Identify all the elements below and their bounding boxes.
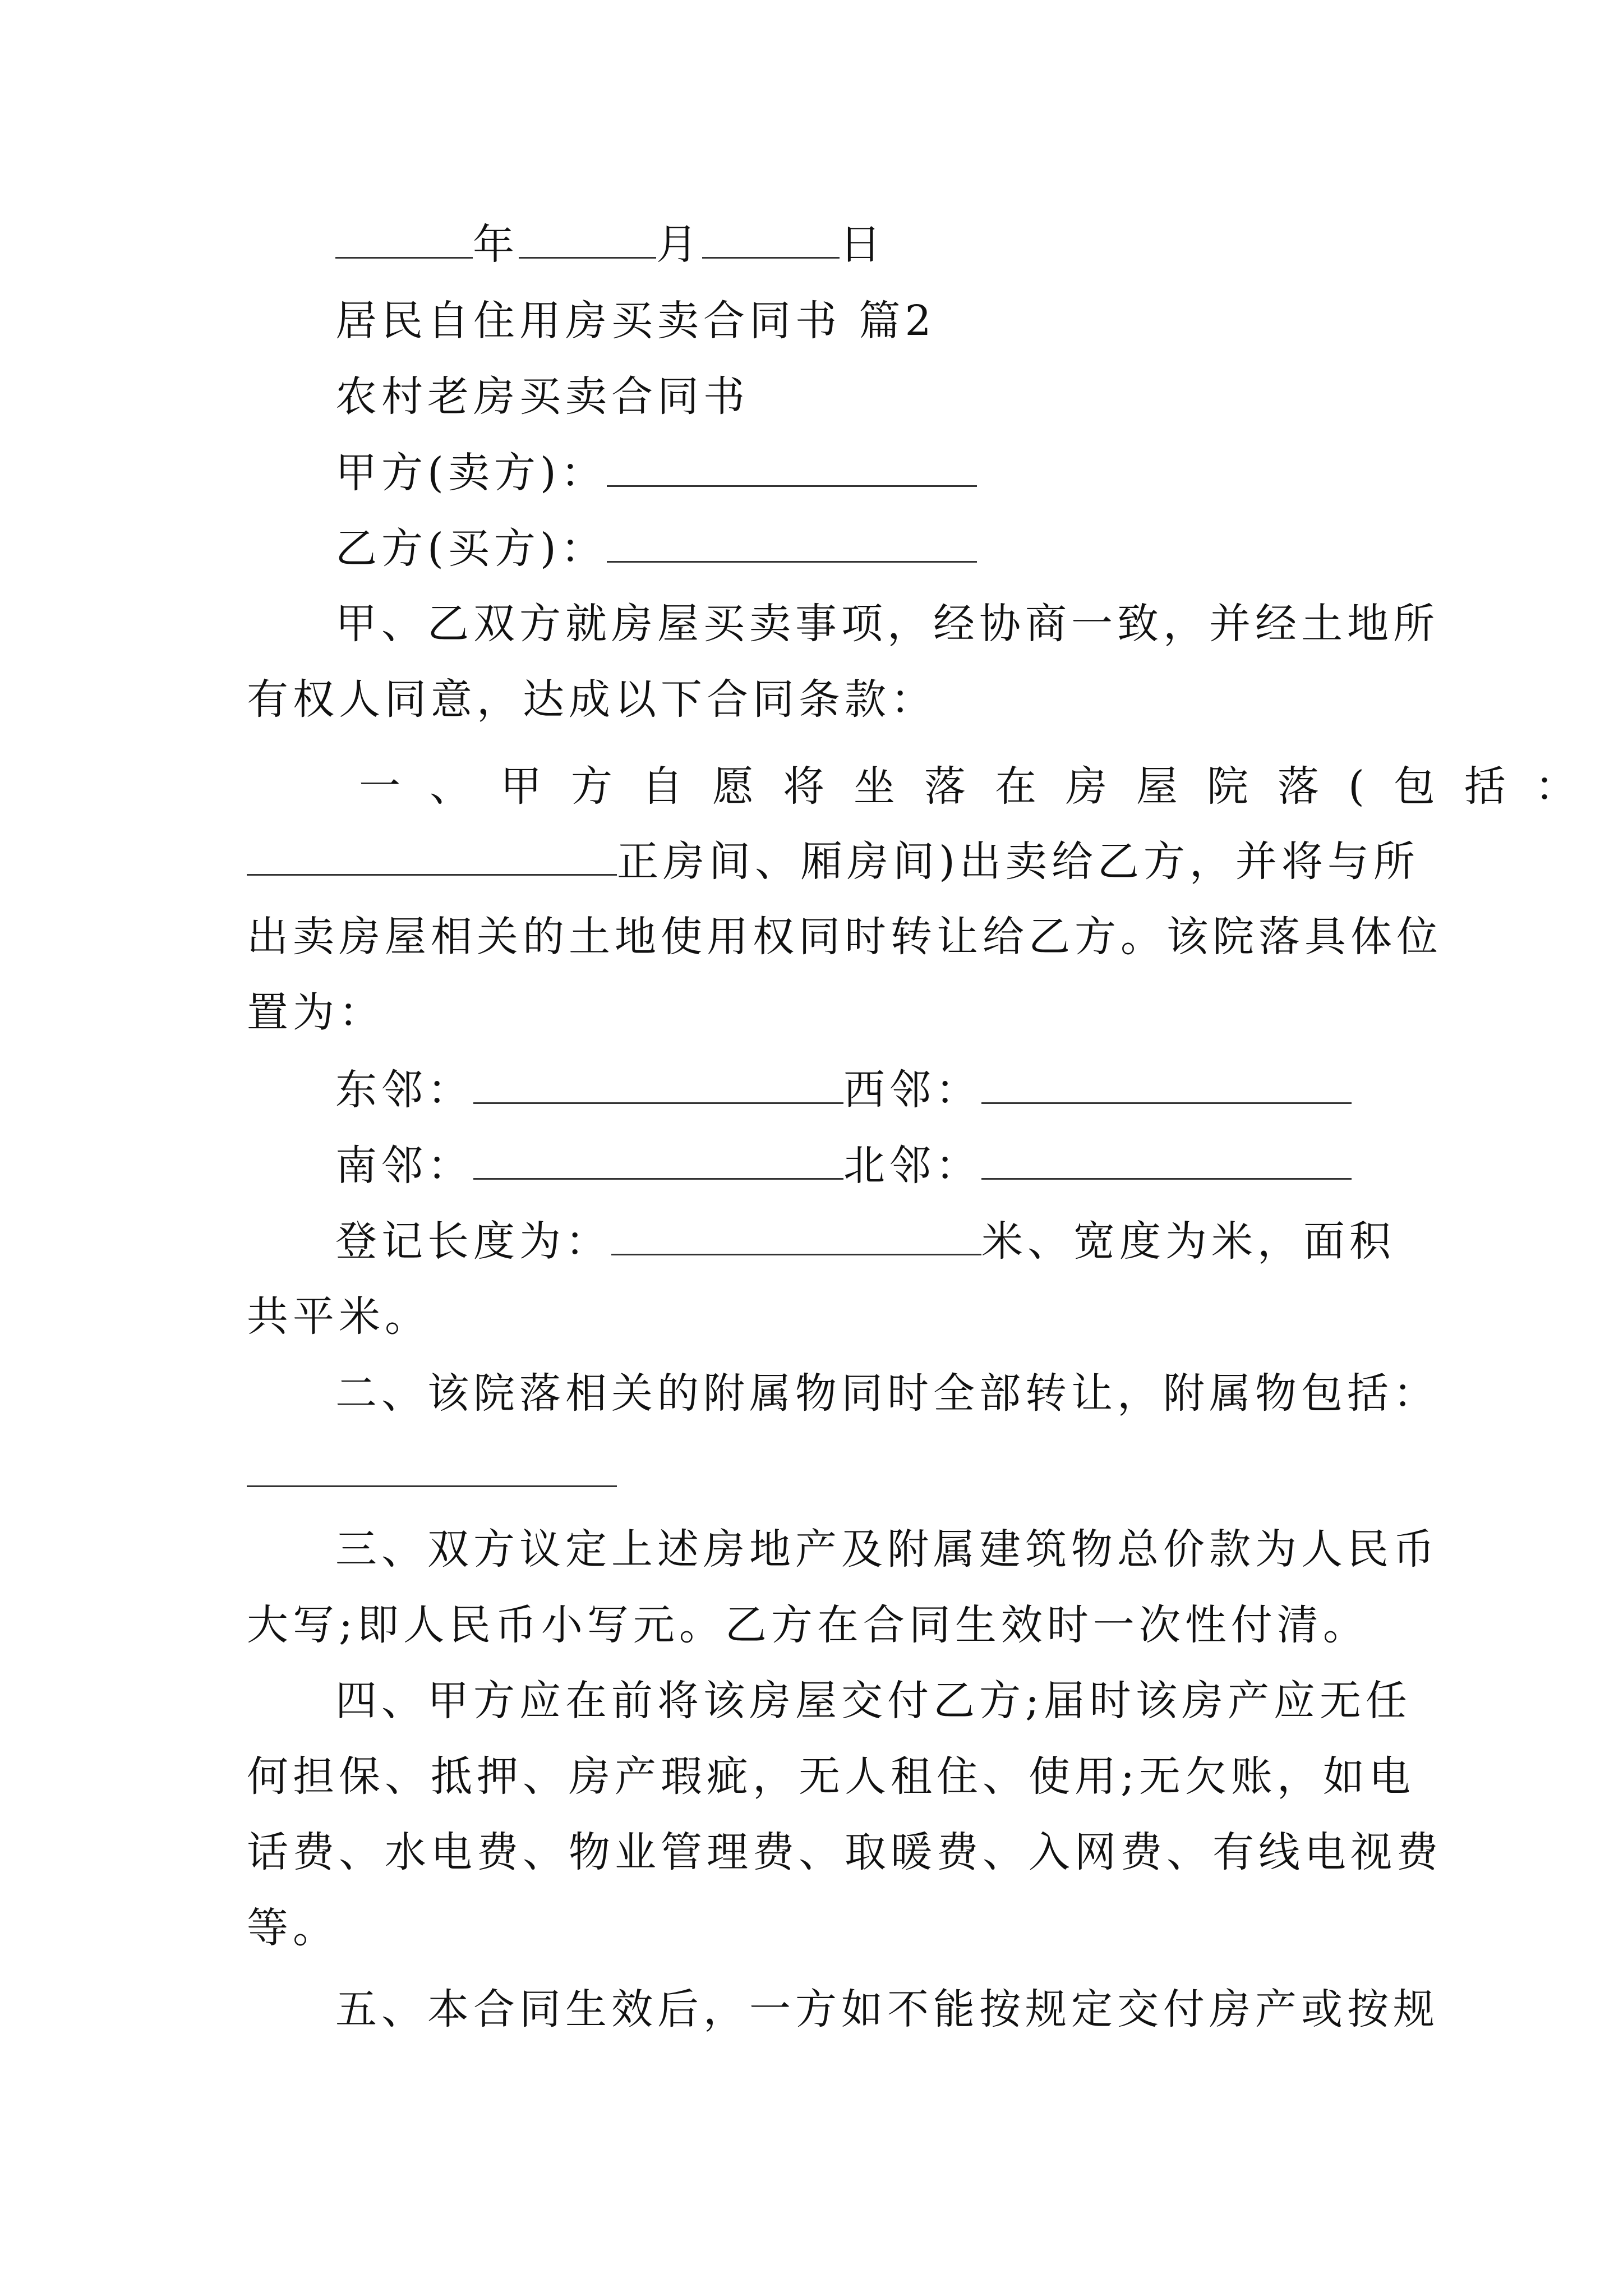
register-line-2: 共平米。 <box>247 1292 431 1341</box>
clause3-line-1: 三、双方议定上述房地产及附属建筑物总价款为人民币 <box>335 1525 1439 1573</box>
clause2-line: 二、该院落相关的附属物同时全部转让，附属物包括： <box>335 1369 1439 1418</box>
party-b-label: 乙方(买方)： <box>335 524 607 573</box>
clause4-line-4: 等。 <box>247 1904 339 1952</box>
month-blank <box>519 223 656 259</box>
party-b-line <box>335 524 977 573</box>
clause1-line-3: 出卖房屋相关的土地使用权同时转让给乙方。该院落具体位 <box>247 913 1442 961</box>
south-north-line <box>335 1142 1352 1190</box>
clause1-line-2 <box>247 838 1419 886</box>
east-west-line <box>335 1066 1352 1114</box>
east-blank <box>473 1069 843 1104</box>
register-text: 米、宽度为米，面积 <box>981 1217 1395 1266</box>
clause1-blank <box>247 840 617 876</box>
clause3-line-2: 大写;即人民币小写元。乙方在合同生效时一次性付清。 <box>247 1601 1369 1649</box>
party-b-blank <box>607 527 977 563</box>
register-blank <box>611 1220 981 1255</box>
clause4-line-2: 何担保、抵押、房产瑕疵，无人租住、使用;无欠账，如电 <box>247 1752 1415 1801</box>
register-line <box>335 1217 1395 1266</box>
clause1-line-2-text: 正房间、厢房间)出卖给乙方，并将与所 <box>617 838 1419 886</box>
date-line <box>335 220 886 269</box>
clause1-line-4: 置为： <box>247 988 385 1037</box>
party-a-blank <box>607 452 977 487</box>
clause5-line-1: 五、本合同生效后，一方如不能按规定交付房产或按规 <box>335 1985 1439 2033</box>
year-label: 年 <box>473 220 519 269</box>
party-a-label: 甲方(卖方)： <box>335 449 607 497</box>
clause4-line-3: 话费、水电费、物业管理费、取暖费、入网费、有线电视费 <box>247 1828 1442 1876</box>
day-blank <box>702 223 840 259</box>
month-label: 月 <box>656 220 702 269</box>
north-blank <box>981 1144 1352 1180</box>
clause2-blank <box>247 1485 617 1487</box>
south-blank <box>473 1144 843 1180</box>
year-blank <box>335 223 473 259</box>
contract-title: 农村老房买卖合同书 <box>335 372 749 421</box>
south-label: 南邻： <box>335 1142 473 1190</box>
intro-line-1: 甲、乙双方就房屋买卖事项，经协商一致，并经土地所 <box>335 600 1439 648</box>
party-a-line <box>335 449 977 497</box>
clause1-line-1: 一、甲方自愿将坐落在房屋院落(包括： <box>359 762 1606 811</box>
day-label: 日 <box>840 220 886 269</box>
intro-line-2: 有权人同意，达成以下合同条款： <box>247 675 937 724</box>
clause4-line-1: 四、甲方应在前将该房屋交付乙方;届时该房产应无任 <box>335 1677 1412 1725</box>
register-label: 登记长度为： <box>335 1217 611 1266</box>
document-title: 居民自住用房买卖合同书 篇2 <box>335 297 936 345</box>
west-blank <box>981 1069 1352 1104</box>
north-label: 北邻： <box>843 1142 981 1190</box>
east-label: 东邻： <box>335 1066 473 1114</box>
west-label: 西邻： <box>843 1066 981 1114</box>
